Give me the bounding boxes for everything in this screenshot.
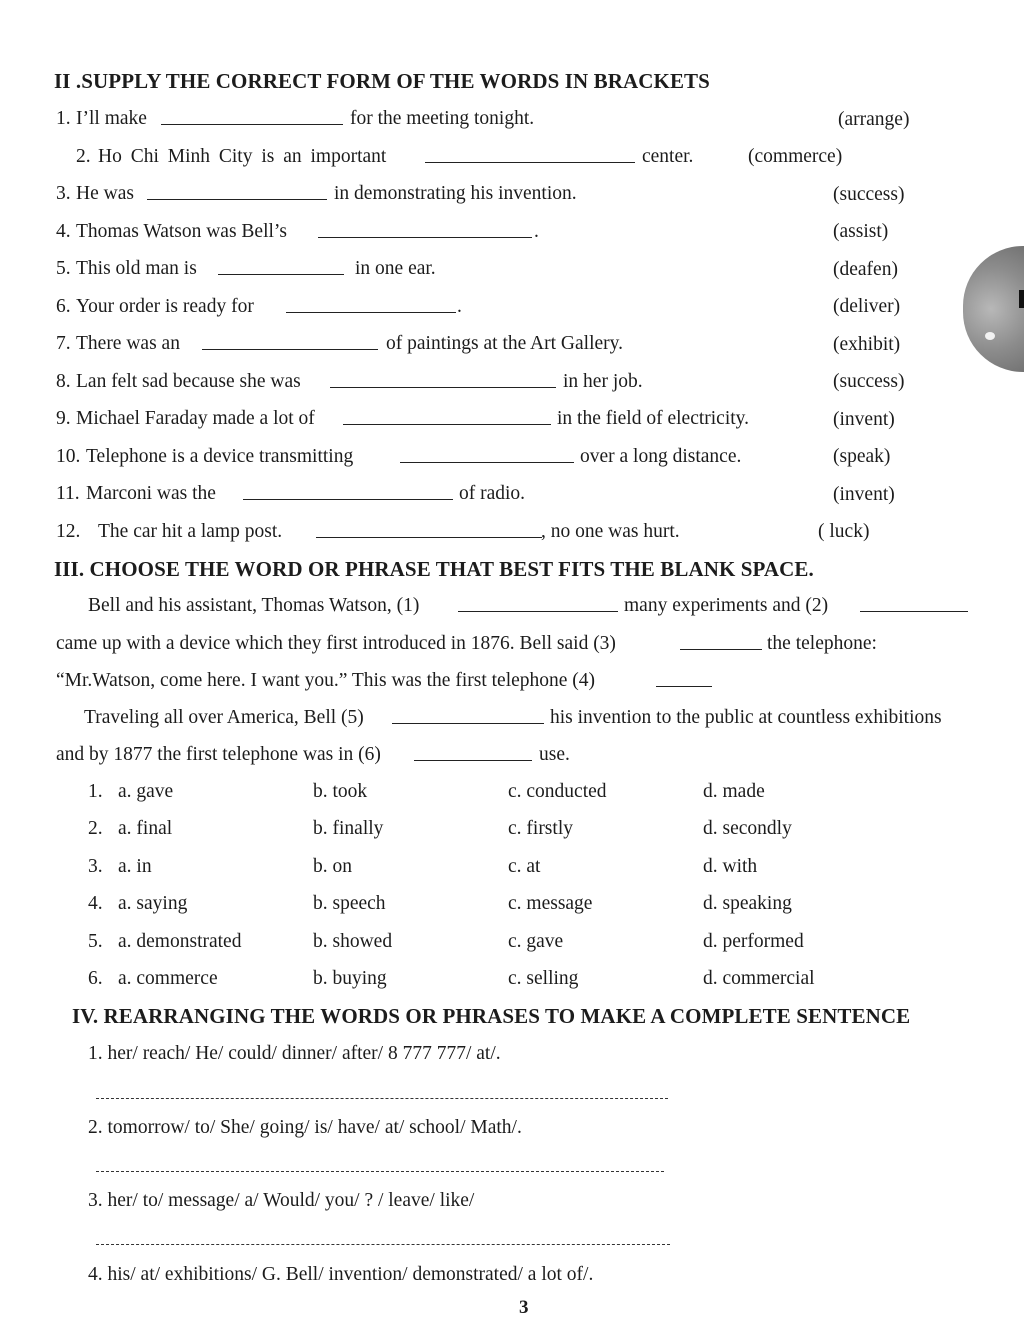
- s2-item-11-number: 11.: [56, 483, 80, 504]
- option-2b[interactable]: b. finally: [313, 818, 384, 839]
- option-2a[interactable]: a. final: [118, 818, 173, 839]
- s2-item-12-text-before: The car hit a lamp post.: [98, 521, 283, 542]
- s2-item-9-text-before: Michael Faraday made a lot of: [76, 408, 315, 429]
- passage-line-1a: Bell and his assistant, Thomas Watson, (1): [88, 595, 420, 616]
- section-2-title: II .SUPPLY THE CORRECT FORM OF THE WORDS IN BRACKETS: [54, 69, 710, 93]
- rearrange-answer-line-1[interactable]: [96, 1098, 668, 1099]
- s2-item-9-blank[interactable]: [343, 424, 551, 425]
- s2-item-4-text-before: Thomas Watson was Bell’s: [76, 221, 287, 242]
- option-5d[interactable]: d. performed: [703, 931, 804, 952]
- rearrange-item-4: 4. his/ at/ exhibitions/ G. Bell/ invention/ demonstrated/ a lot of/.: [88, 1264, 594, 1285]
- s2-item-7-text-after: of paintings at the Art Gallery.: [386, 333, 624, 354]
- s2-item-3-blank[interactable]: [147, 199, 327, 200]
- s2-item-2-text-after: center.: [642, 146, 694, 167]
- option-2c[interactable]: c. firstly: [508, 818, 573, 839]
- option-6c[interactable]: c. selling: [508, 968, 579, 989]
- s2-item-2-number: 2.: [76, 146, 91, 167]
- option-6b[interactable]: b. buying: [313, 968, 387, 989]
- option-1c[interactable]: c. conducted: [508, 781, 607, 802]
- s2-item-1-text-after: for the meeting tonight.: [350, 108, 535, 129]
- s2-item-8-hint: (success): [833, 371, 905, 392]
- s2-item-5-blank[interactable]: [218, 274, 344, 275]
- option-3d[interactable]: d. with: [703, 856, 758, 877]
- option-2d[interactable]: d. secondly: [703, 818, 792, 839]
- option-1d[interactable]: d. made: [703, 781, 765, 802]
- option-row-6-number: 6.: [88, 968, 103, 989]
- s2-item-3-hint: (success): [833, 184, 905, 205]
- rearrange-answer-line-3[interactable]: [96, 1244, 670, 1245]
- page-number: 3: [519, 1297, 529, 1318]
- s2-item-6-text-after: .: [457, 296, 462, 317]
- section-4-title: IV. REARRANGING THE WORDS OR PHRASES TO MAKE A COMPLETE SENTENCE: [72, 1004, 911, 1028]
- rearrange-item-1: 1. her/ reach/ He/ could/ dinner/ after/ 8 777 777/ at/.: [88, 1043, 501, 1064]
- s2-item-9-hint: (invent): [833, 409, 895, 430]
- option-3c[interactable]: c. at: [508, 856, 541, 877]
- s2-item-1-hint: (arrange): [838, 109, 910, 130]
- option-4b[interactable]: b. speech: [313, 893, 386, 914]
- passage-line-5a: and by 1877 the first telephone was in (6): [56, 744, 381, 765]
- s2-item-5-text-after: in one ear.: [355, 258, 436, 279]
- section-3-title: III. CHOOSE THE WORD OR PHRASE THAT BEST FITS THE BLANK SPACE.: [54, 557, 814, 581]
- option-3b[interactable]: b. on: [313, 856, 352, 877]
- s2-item-8-blank[interactable]: [330, 387, 556, 388]
- s2-item-10-text-after: over a long distance.: [580, 446, 742, 467]
- passage-blank-4[interactable]: [656, 686, 712, 687]
- s2-item-10-blank[interactable]: [400, 462, 574, 463]
- option-6a[interactable]: a. commerce: [118, 968, 218, 989]
- passage-line-2a: came up with a device which they first introduced in 1876. Bell said (3): [56, 633, 616, 654]
- s2-item-10-text-before: Telephone is a device transmitting: [86, 446, 354, 467]
- edge-object-mark: [1019, 290, 1024, 308]
- s2-item-5-number: 5.: [56, 258, 71, 279]
- s2-item-6-number: 6.: [56, 296, 71, 317]
- option-row-5-number: 5.: [88, 931, 103, 952]
- s2-item-9-number: 9.: [56, 408, 71, 429]
- s2-item-12-number: 12.: [56, 521, 81, 542]
- rearrange-item-2: 2. tomorrow/ to/ She/ going/ is/ have/ at/ school/ Math/.: [88, 1117, 522, 1138]
- s2-item-7-number: 7.: [56, 333, 71, 354]
- passage-line-3a: “Mr.Watson, come here. I want you.” This was the first telephone (4): [56, 670, 596, 691]
- s2-item-6-hint: (deliver): [833, 296, 901, 317]
- s2-item-1-blank[interactable]: [161, 124, 343, 125]
- option-6d[interactable]: d. commercial: [703, 968, 815, 989]
- s2-item-12-blank[interactable]: [316, 537, 542, 538]
- s2-item-4-blank[interactable]: [318, 237, 532, 238]
- rearrange-item-3: 3. her/ to/ message/ a/ Would/ you/ ? / leave/ like/: [88, 1190, 475, 1211]
- option-5a[interactable]: a. demonstrated: [118, 931, 242, 952]
- s2-item-7-text-before: There was an: [76, 333, 180, 354]
- s2-item-8-text-before: Lan felt sad because she was: [76, 371, 301, 392]
- s2-item-12-text-after: , no one was hurt.: [541, 521, 680, 542]
- s2-item-8-number: 8.: [56, 371, 71, 392]
- s2-item-10-number: 10.: [56, 446, 81, 467]
- option-4d[interactable]: d. speaking: [703, 893, 792, 914]
- s2-item-7-hint: (exhibit): [833, 334, 901, 355]
- s2-item-3-text-after: in demonstrating his invention.: [334, 183, 577, 204]
- s2-item-4-hint: (assist): [833, 221, 889, 242]
- s2-item-6-text-before: Your order is ready for: [76, 296, 254, 317]
- s2-item-2-blank[interactable]: [425, 162, 635, 163]
- passage-line-1b: many experiments and (2): [624, 595, 829, 616]
- s2-item-5-text-before: This old man is: [76, 258, 197, 279]
- s2-item-1-text-before: I’ll make: [76, 108, 147, 129]
- s2-item-3-text-before: He was: [76, 183, 134, 204]
- passage-blank-5[interactable]: [392, 723, 544, 724]
- passage-blank-2[interactable]: [860, 611, 968, 612]
- option-row-3-number: 3.: [88, 856, 103, 877]
- edge-object-decoration: [963, 246, 1024, 372]
- option-row-1-number: 1.: [88, 781, 103, 802]
- passage-blank-3[interactable]: [680, 649, 762, 650]
- option-row-4-number: 4.: [88, 893, 103, 914]
- s2-item-11-blank[interactable]: [243, 499, 453, 500]
- s2-item-8-text-after: in her job.: [563, 371, 643, 392]
- s2-item-5-hint: (deafen): [833, 259, 898, 280]
- s2-item-2-text-before: Ho Chi Minh City is an important: [98, 146, 387, 167]
- s2-item-6-blank[interactable]: [286, 312, 456, 313]
- s2-item-7-blank[interactable]: [202, 349, 378, 350]
- passage-line-4b: his invention to the public at countless exhibitions: [550, 707, 942, 728]
- option-5c[interactable]: c. gave: [508, 931, 564, 952]
- s2-item-11-text-after: of radio.: [459, 483, 526, 504]
- option-1b[interactable]: b. took: [313, 781, 368, 802]
- passage-blank-6[interactable]: [414, 760, 532, 761]
- s2-item-12-hint: ( luck): [818, 521, 870, 542]
- option-4a[interactable]: a. saying: [118, 893, 188, 914]
- option-1a[interactable]: a. gave: [118, 781, 174, 802]
- option-row-2-number: 2.: [88, 818, 103, 839]
- s2-item-2-hint: (commerce): [748, 146, 843, 167]
- edge-object-spot: [985, 332, 995, 340]
- passage-line-4a: Traveling all over America, Bell (5): [84, 707, 364, 728]
- rearrange-answer-line-2[interactable]: [96, 1171, 664, 1172]
- passage-blank-1[interactable]: [458, 611, 618, 612]
- option-5b[interactable]: b. showed: [313, 931, 393, 952]
- s2-item-11-hint: (invent): [833, 484, 895, 505]
- s2-item-10-hint: (speak): [833, 446, 891, 467]
- option-3a[interactable]: a. in: [118, 856, 152, 877]
- option-4c[interactable]: c. message: [508, 893, 593, 914]
- s2-item-3-number: 3.: [56, 183, 71, 204]
- passage-line-2b: the telephone:: [767, 633, 877, 654]
- s2-item-1-number: 1.: [56, 108, 71, 129]
- s2-item-11-text-before: Marconi was the: [86, 483, 216, 504]
- s2-item-4-number: 4.: [56, 221, 71, 242]
- s2-item-9-text-after: in the field of electricity.: [557, 408, 750, 429]
- s2-item-4-text-after: .: [534, 221, 539, 242]
- passage-line-5b: use.: [539, 744, 570, 765]
